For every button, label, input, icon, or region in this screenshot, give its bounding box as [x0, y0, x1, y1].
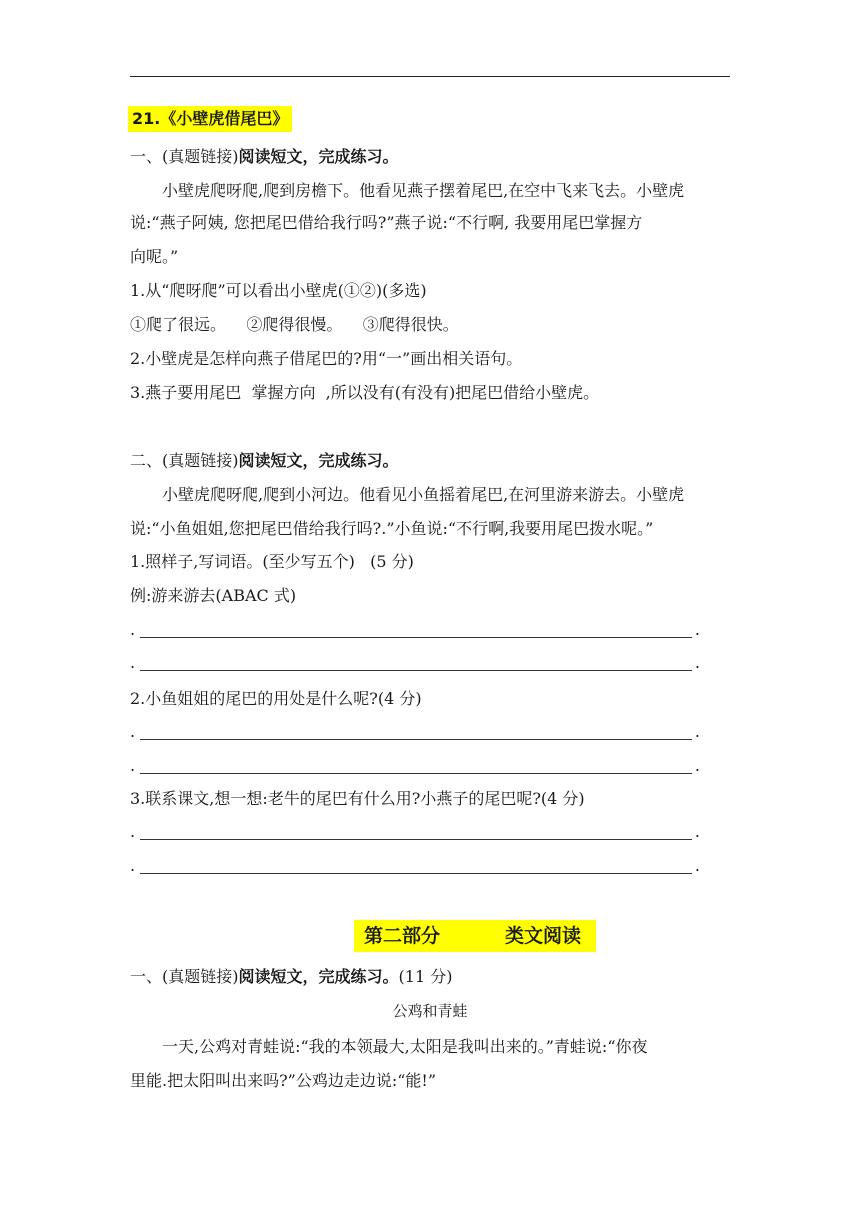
section2-heading-prefix: 二、(真题链接)	[130, 451, 239, 470]
section2-heading	[130, 450, 399, 472]
story-title: 公鸡和青蛙	[392, 1002, 468, 1020]
answer-line-dot: .	[130, 722, 136, 741]
answer-line[interactable]	[130, 822, 700, 844]
answer-line[interactable]	[130, 653, 700, 675]
section1-passage-line-2: 说:“燕子阿姨, 您把尾巴借给我行吗?”燕子说:“不行啊, 我要用尾巴掌握方	[130, 213, 643, 232]
section1-question-1-options: ①爬了很远。 ②爬得很慢。 ③爬得很快。	[130, 315, 459, 334]
section1-passage-line-1: 小壁虎爬呀爬,爬到房檐下。他看见燕子摆着尾巴,在空中飞来飞去。小壁虎	[162, 181, 685, 200]
section2-heading-bold: 阅读短文，完成练习。	[238, 451, 399, 470]
section3-heading	[130, 966, 452, 988]
answer-line-dot: .	[694, 722, 700, 741]
answer-line[interactable]	[130, 722, 700, 744]
section1-question-3: 3.燕子要用尾巴 掌握方向 ,所以没有(有没有)把尾巴借给小壁虎。	[130, 383, 600, 402]
answer-line[interactable]	[130, 856, 700, 878]
answer-rule	[140, 773, 692, 774]
part-label-left: 第二部分	[364, 925, 441, 947]
answer-line[interactable]	[130, 756, 700, 778]
section3-passage-line-2: 里能.把太阳叫出来吗?”公鸡边走边说:“能!”	[130, 1071, 437, 1090]
answer-rule	[140, 670, 692, 671]
section2-question-1: 1.照样子,写词语。(至少写五个) (5 分)	[130, 552, 414, 571]
answer-rule	[140, 873, 692, 874]
section3-heading-bold: 阅读短文，完成练习。	[238, 967, 399, 986]
answer-rule	[140, 839, 692, 840]
section3-heading-prefix: 一、(真题链接)	[130, 967, 239, 986]
header-rule	[130, 76, 730, 77]
section1-question-1: 1.从“爬呀爬”可以看出小壁虎(①②)(多选)	[130, 281, 427, 300]
lesson-title: 21.《小壁虎借尾巴》	[128, 106, 292, 132]
answer-line-dot: .	[694, 856, 700, 875]
part-label-right: 类文阅读	[505, 925, 582, 947]
section2-passage-line-2: 说:“小鱼姐姐,您把尾巴借给我行吗?.”小鱼说:“不行啊,我要用尾巴拨水呢。”	[130, 519, 654, 538]
section2-question-2: 2.小鱼姐姐的尾巴的用处是什么呢?(4 分)	[130, 689, 422, 708]
section3-passage-line-1: 一天,公鸡对青蛙说:“我的本领最大,太阳是我叫出来的。”青蛙说:“你夜	[162, 1037, 648, 1056]
answer-line-dot: .	[694, 653, 700, 672]
section3-heading-suffix: (11 分)	[398, 967, 453, 986]
answer-line-dot: .	[130, 822, 136, 841]
answer-rule	[140, 739, 692, 740]
answer-rule	[140, 637, 692, 638]
section1-passage-line-3: 向呢。”	[130, 247, 179, 266]
answer-line-dot: .	[130, 620, 136, 639]
section1-heading	[130, 146, 399, 168]
section1-heading-bold: 阅读短文，完成练习。	[238, 147, 399, 166]
section2-question-1-example: 例:游来游去(ABAC 式)	[130, 586, 297, 605]
answer-line-dot: .	[694, 756, 700, 775]
answer-line-dot: .	[694, 620, 700, 639]
section1-question-2: 2.小壁虎是怎样向燕子借尾巴的?用“一”画出相关语句。	[130, 349, 523, 368]
answer-line-dot: .	[130, 856, 136, 875]
section2-passage-line-1: 小壁虎爬呀爬,爬到小河边。他看见小鱼摇着尾巴,在河里游来游去。小壁虎	[162, 485, 685, 504]
answer-line-dot: .	[130, 756, 136, 775]
section2-question-3: 3.联系课文,想一想:老牛的尾巴有什么用?小燕子的尾巴呢?(4 分)	[130, 789, 585, 808]
answer-line[interactable]	[130, 620, 700, 642]
answer-line-dot: .	[694, 822, 700, 841]
section1-heading-prefix: 一、(真题链接)	[130, 147, 239, 166]
answer-line-dot: .	[130, 653, 136, 672]
